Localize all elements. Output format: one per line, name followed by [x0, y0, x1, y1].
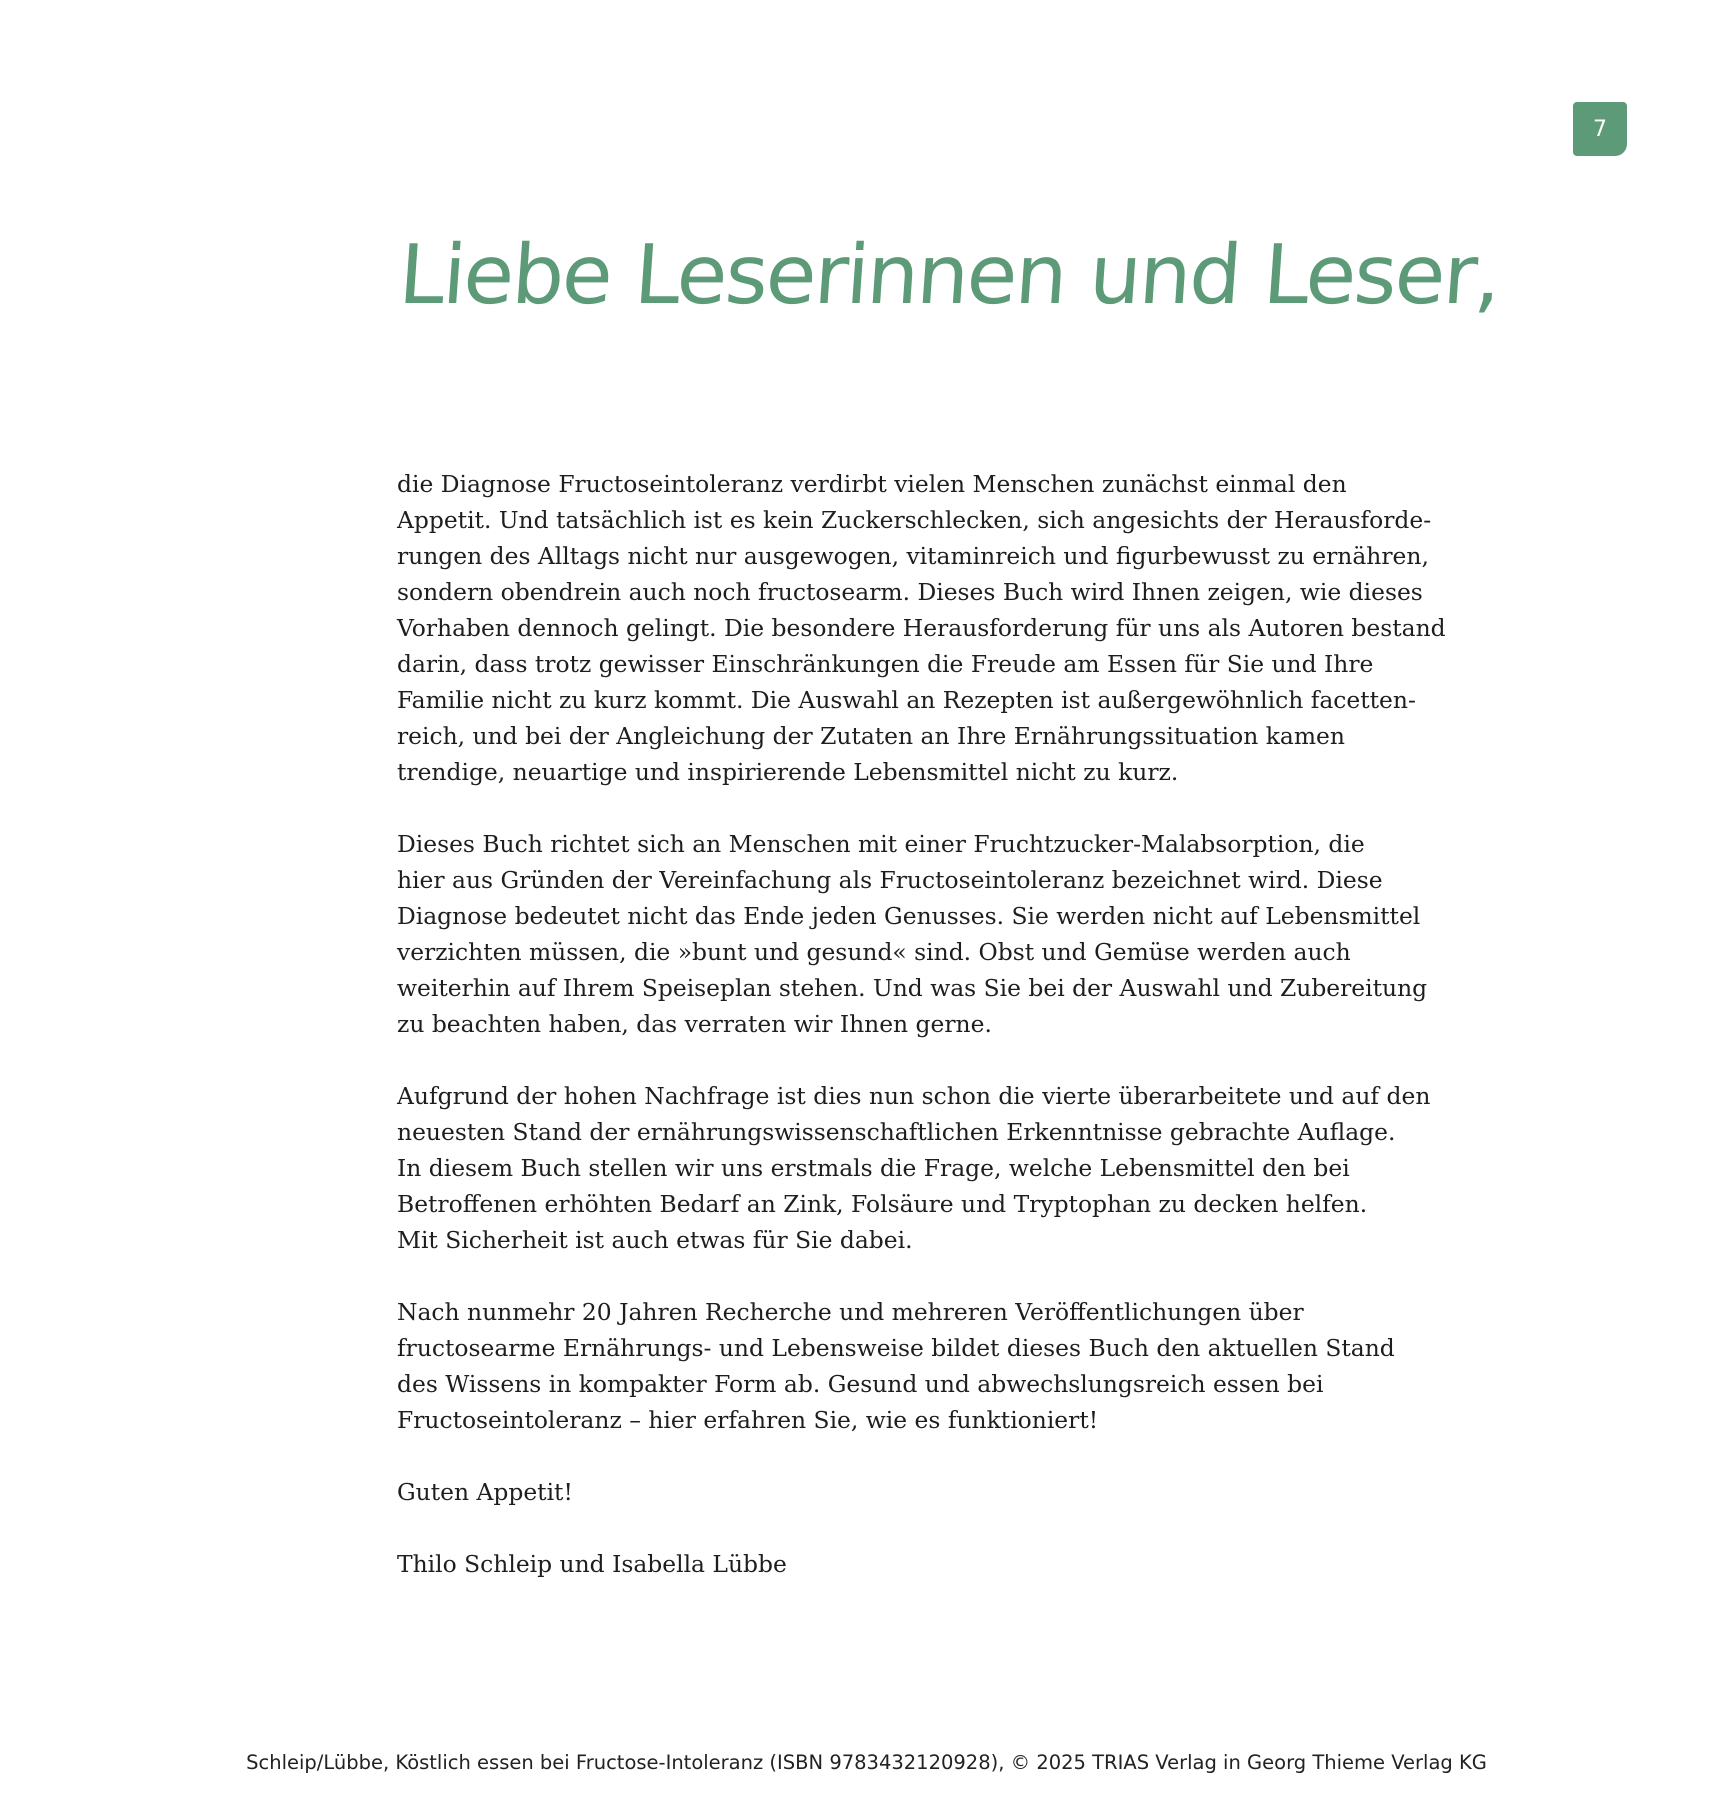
text-line: Aufgrund der hohen Nachfrage ist dies nun schon die vierte überarbeitete und auf den — [397, 1082, 1431, 1110]
text-line: In diesem Buch stellen wir uns erstmals die Frage, welche Lebensmittel den bei — [397, 1154, 1350, 1182]
text-line: die Diagnose Fructoseintoleranz verdirbt vielen Menschen zunächst einmal den — [397, 470, 1347, 498]
text-line: sondern obendrein auch noch fructosearm. Dieses Buch wird Ihnen zeigen, wie dieses — [397, 578, 1423, 606]
footer-citation: Schleip/Lübbe, Köstlich essen bei Fructose-Intoleranz (ISBN 9783432120928), © 2025 TRIAS Verlag in Georg Thieme Verlag KG — [246, 1751, 1487, 1774]
text-line: Familie nicht zu kurz kommt. Die Auswahl an Rezepten ist außergewöhnlich facetten- — [397, 686, 1416, 714]
paragraph-4 — [397, 1294, 1395, 1438]
text-line: Vorhaben dennoch gelingt. Die besondere Herausforderung für uns als Autoren bestand — [397, 614, 1446, 642]
text-line: zu beachten haben, das verraten wir Ihnen gerne. — [397, 1010, 992, 1038]
text-line: verzichten müssen, die »bunt und gesund« sind. Obst und Gemüse werden auch — [397, 938, 1351, 966]
text-line: fructosearme Ernährungs- und Lebensweise bildet dieses Buch den aktuellen Stand — [397, 1334, 1395, 1362]
closing-text: Guten Appetit! — [397, 1478, 573, 1506]
text-line: rungen des Alltags nicht nur ausgewogen, vitaminreich und figurbewusst zu ernähren, — [397, 542, 1429, 570]
signature — [397, 1546, 1387, 1582]
text-line: Diagnose bedeutet nicht das Ende jeden Genusses. Sie werden nicht auf Lebensmittel — [397, 902, 1421, 930]
text-line: Mit Sicherheit ist auch etwas für Sie dabei. — [397, 1226, 913, 1254]
text-line: darin, dass trotz gewisser Einschränkungen die Freude am Essen für Sie und Ihre — [397, 650, 1374, 678]
text-line: Appetit. Und tatsächlich ist es kein Zuckerschlecken, sich angesichts der Herausforde- — [397, 506, 1432, 534]
text-line: trendige, neuartige und inspirierende Lebensmittel nicht zu kurz. — [397, 758, 1179, 786]
text-line: Betroffenen erhöhten Bedarf an Zink, Folsäure und Tryptophan zu decken helfen. — [397, 1190, 1368, 1218]
page-number: 7 — [1593, 116, 1607, 142]
signature-text: Thilo Schleip und Isabella Lübbe — [397, 1550, 787, 1578]
paragraph-3 — [397, 1078, 1431, 1258]
text-line: Nach nunmehr 20 Jahren Recherche und mehreren Veröffentlichungen über — [397, 1298, 1304, 1326]
closing — [397, 1474, 1387, 1510]
text-line: Dieses Buch richtet sich an Menschen mit einer Fruchtzucker-Malabsorption, die — [397, 830, 1365, 858]
paragraph-1 — [397, 466, 1446, 790]
text-line: neuesten Stand der ernährungswissenschaftlichen Erkenntnisse gebrachte Auflage. — [397, 1118, 1396, 1146]
paragraph-2 — [397, 826, 1428, 1042]
text-line: Fructoseintoleranz – hier erfahren Sie, wie es funktioniert! — [397, 1406, 1099, 1434]
text-line: reich, und bei der Angleichung der Zutaten an Ihre Ernährungssituation kamen — [397, 722, 1345, 750]
text-line: des Wissens in kompakter Form ab. Gesund und abwechslungsreich essen bei — [397, 1370, 1324, 1398]
page-number-badge — [1573, 102, 1627, 156]
text-line: hier aus Gründen der Vereinfachung als Fructoseintoleranz bezeichnet wird. Diese — [397, 866, 1383, 894]
letter-greeting: Liebe Leserinnen und Leser, — [396, 228, 1503, 323]
text-line: weiterhin auf Ihrem Speiseplan stehen. Und was Sie bei der Auswahl und Zubereitung — [397, 974, 1428, 1002]
letter-body — [397, 466, 1446, 1618]
